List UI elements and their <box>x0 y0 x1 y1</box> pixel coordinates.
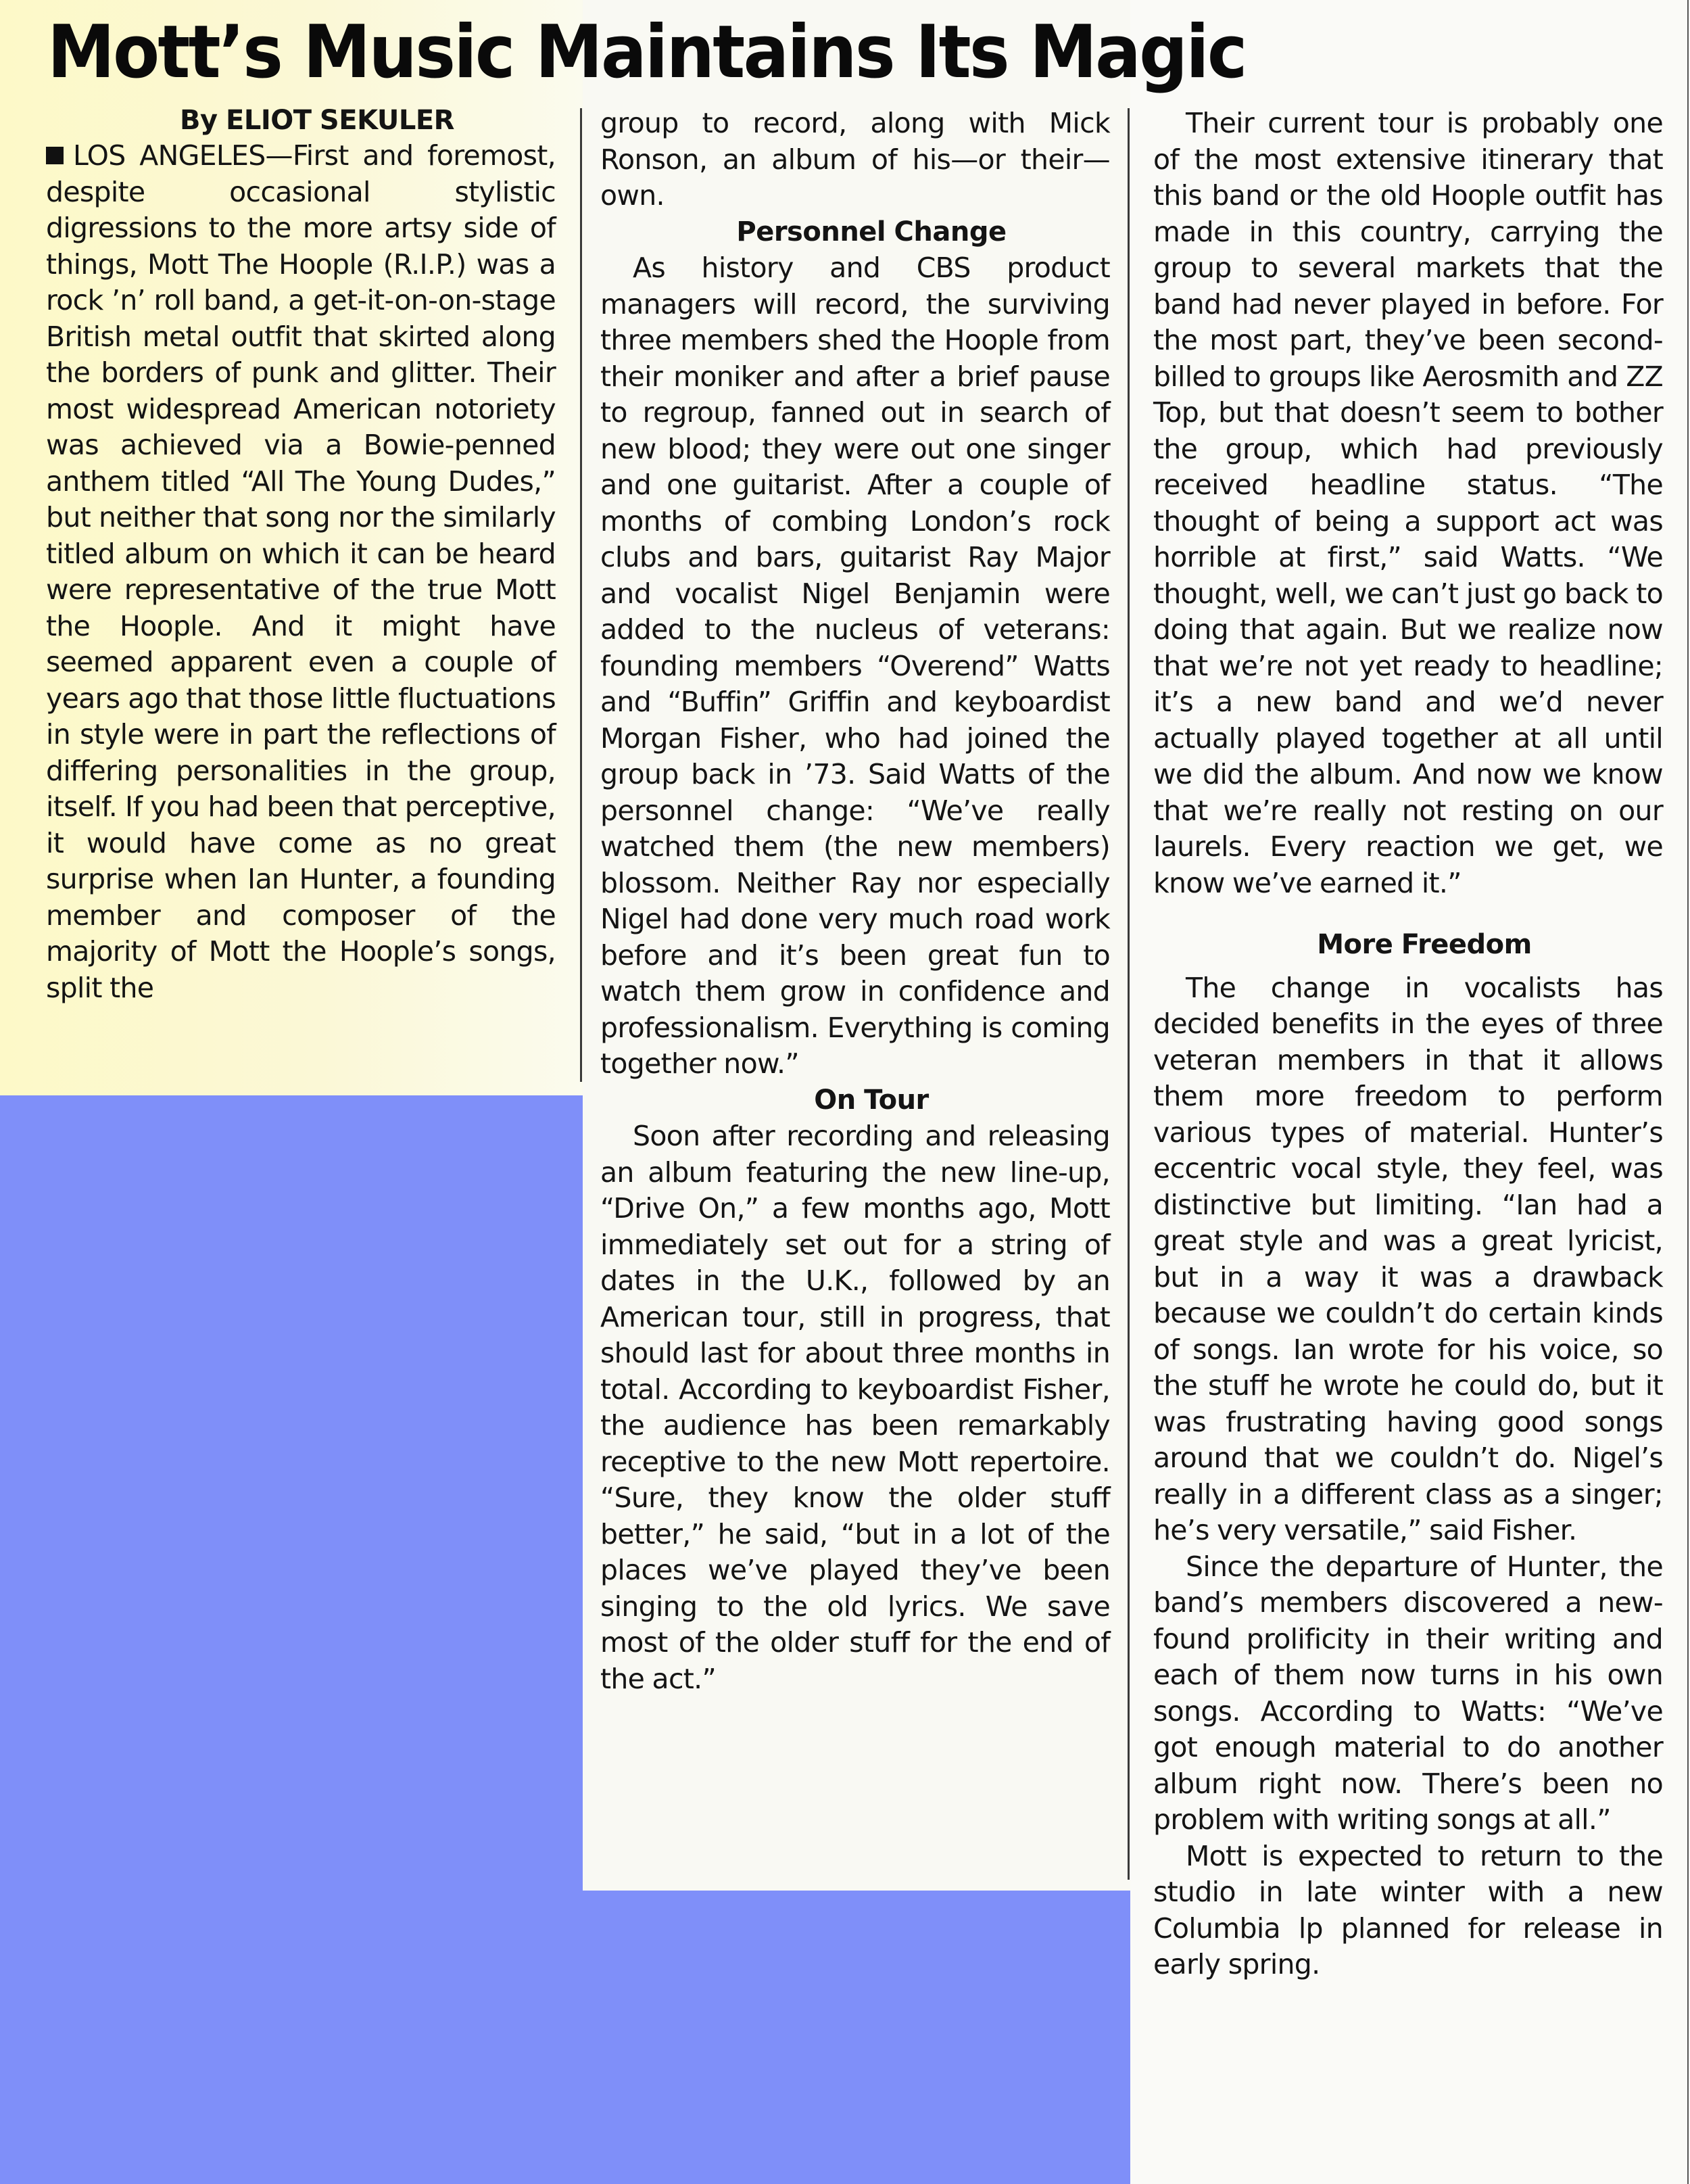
subhead-personnel-change: Personnel Change <box>736 216 1007 247</box>
paragraph: The change in vocalists has decided benefits in the eyes of three veteran members in that it allows them more freedom to perform various types of material. Hunter’s eccentric vocal style, they feel, was distinctive but limiting. “Ian had a great style and was a great lyricist, but in a way it was a drawback because we couldn’t do certain kinds of songs. Ian wrote for his voice, so the stuff he wrote he could do, but it was frustrating having good songs around that we couldn’t do. Nigel’s really in a different class as a singer; he’s very versatile,” said Fisher. <box>1153 971 1663 1546</box>
paragraph: Soon after recording and releasing an album featuring the new line-up, “Drive On,” a few months ago, Mott immediately set out for a string of dates in the U.K., followed by an American tour, still in progress, that should last for about three months in total. According to keyboardist Fisher, the audience has been remarkably receptive to the new Mott repertoire. “Sure, they know the older stuff better,” he said, “but in a lot of the places we’ve played they’ve been singing to the old lyrics. We save most of the older stuff for the end of the act.” <box>600 1120 1110 1695</box>
column-divider <box>580 108 582 1082</box>
square-bullet-icon <box>46 147 64 164</box>
paragraph: Their current tour is probably one of the most extensive itinerary that this band or the old Hoople outfit has made in this country, carrying the group to several markets that the band had never played in before. For the most part, they’ve been second-billed to groups like Aerosmith and ZZ Top, but that doesn’t seem to bother the group, which had previously received headline status. “The thought of being a support act was horrible at first,” said Watts. “We thought, well, we can’t just go back to doing that again. But we realize now that we’re not yet ready to headline; it’s a new band and we’d never actually played together at all until we did the album. And now we know that we’re really not resting on our laurels. Every reaction we get, we know we’ve earned it.” <box>1153 107 1663 899</box>
paragraph: Since the departure of Hunter, the band’s members discovered a new-found prolificity in their writing and each of them now turns in his own songs. According to Watts: “We’ve got enough material to do another album right now. There’s been no problem with writing songs at all.” <box>1153 1550 1663 1836</box>
column-1 <box>46 103 556 1006</box>
headline: Mott’s Music Maintains Its Magic <box>47 10 1246 95</box>
column-2 <box>600 105 1110 1697</box>
paragraph-text: LOS ANGELES—First and foremost, despite occasional stylistic digressions to the more artsy side of things, Mott The Hoople (R.I.P.) was a rock ’n’ roll band, a get-it-on-on-stage British metal outfit that skirted along the borders of punk and glitter. Their most widespread American notoriety was achieved via a Bowie-penned anthem titled “All The Young Dudes,” but neither that song nor the similarly titled album on which it can be heard were representative of the true Mott the Hoople. And it might have seemed apparent even a couple of years ago that those little fluctuations in style were in part the reflections of differing personalities in the group, itself. If you had been that perceptive, it would have come as no great surprise when Ian Hunter, a founding member and composer of the majority of Mott the Hoople’s songs, split the <box>46 139 556 1004</box>
paragraph <box>46 138 556 1006</box>
subhead-more-freedom: More Freedom <box>1317 929 1532 960</box>
column-divider <box>1128 108 1130 1880</box>
paragraph: group to record, along with Mick Ronson, an album of his—or their—own. <box>600 107 1110 212</box>
paragraph: As history and CBS product managers will record, the surviving three members shed the Hoople from their moniker and after a brief pause to regroup, fanned out in search of new blood; they were out one singer and one guitarist. After a couple of months of combing London’s rock clubs and bars, guitarist Ray Major and vocalist Nigel Benjamin were added to the nucleus of veterans: founding members “Overend” Watts and “Buffin” Griffin and keyboardist Morgan Fisher, who had joined the group back in ’73. Said Watts of the personnel change: “We’ve really watched them (the new members) blossom. Neither Ray nor especially Nigel had done very much road work before and it’s been great fun to watch them grow in confidence and professionalism. Everything is coming together now.” <box>600 252 1110 1080</box>
column-3 <box>1153 105 1663 1983</box>
paragraph: Mott is expected to return to the studio in late winter with a new Columbia lp planned for release in early spring. <box>1153 1839 1663 1980</box>
page-edge-rule <box>1687 0 1689 2184</box>
byline: By ELIOT SEKULER <box>180 105 454 136</box>
subhead-on-tour: On Tour <box>814 1084 929 1116</box>
